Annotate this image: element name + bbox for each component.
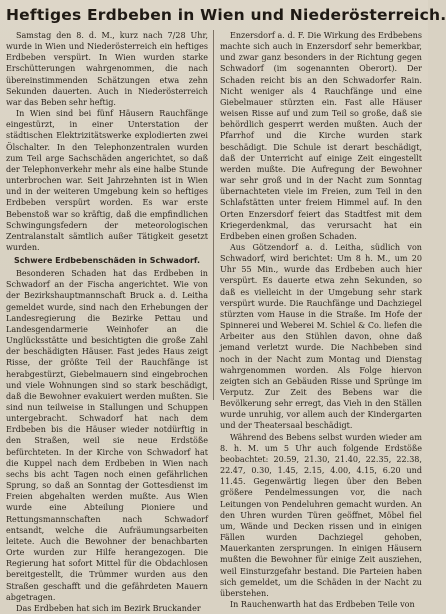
left-paragraph-2: In Wien sind bei fünf Häusern Rauchfänge eingestürzt, in einer Unterstation der städtischen Elektrizitätswerke explodierten zwei Ölschalter. In den Telephonzentralen wurden zum Teil arge Sachschäden angerichtet, so daß der Telephonverkehr mehr als eine halbe Stunde unterbrochen war. Seit Jahrzehnten ist in Wien und in der weiteren Umgebung kein so heftiges Erdbeben verspürt worden. Es war erste Bebenstoß war so kräftig, daß die empfindlichen Schwingungsfedern der meteorologischen Zentralanstalt sämtlich außer Tätigkeit gesetzt wurden. <box>6 109 208 252</box>
right-paragraph-3: Während des Bebens selbst wurden wieder am 8. h. M. um 5 Uhr auch folgende Erdstöße beobachtet: 20.59, 21.30, 21.40, 22.35, 22.38, 22.47, 0.30, 1.45, 2.15, 4.00, 4.15, 6.20 und 11.45. Gegenwärtig liegen über den Beben größere Pendelmessungen vor, die nach Leitungen von Pendeluhren gemacht wurden. An den Uhren wurden Türen geöffnet, Möbel fiel um, Wände und Decken rissen und in einigen Fällen wurden Dachziegel gehoben, Mauerkanten zersprungen. In einigen Häusern mußten die Bewohner für einige Zeit ausziehen, weil Einsturzgefahr bestand. Die Parteien haben sich gemeldet, um die Schäden in der Nacht zu überstehen. <box>220 432 422 598</box>
right-paragraph-2: Aus Götzendorf a. d. Leitha, südlich von Schwadorf, wird berichtet: Um 8 h. M., um 20 Uhr 55 Min., wurde das Erdbeben auch hier verspürt. Es dauerte etwa zehn Sekunden, so daß es vielleicht in der Umgebung sehr stark verspürt wurde. Die Rauchfänge und Dachziegel stürzten vom Hause in die Straße. Im Hofe der Spinnerei und Weberei M. Schiel & Co. liefen die Arbeiter aus den Stühlen davon, ohne daß jemand verletzt wurde. Die Nachbeben sind noch in der Nacht zum Montag und Dienstag wahrgenommen worden. Als Folge hiervon zeigten sich an Gebäuden Risse und Sprünge im Verputz. Zur Zeit des Bebens war die Bevölkerung sehr erregt, das Vieh in den Ställen wurde unruhig, vor allem auch der Kindergarten und der Theatersaal beschädigt. <box>220 242 422 431</box>
right-column <box>220 30 422 609</box>
left-paragraph-4: Das Erdbeben hat sich im Bezirk Bruckander <box>16 603 201 613</box>
section-subhead: Schwere Erdbebenschäden in Schwadorf. <box>14 256 200 266</box>
right-paragraph-4: In Rauchenwarth hat das Erdbeben Teile von <box>230 599 415 609</box>
left-column <box>6 30 208 613</box>
left-paragraph-3: Besonderen Schaden hat das Erdbeben in Schwadorf an der Fischa angerichtet. Wie von der Bezirkshauptmannschaft Bruck a. d. Leitha gemeldet wurde, sind nach den Erhebungen der Landesregierung die Bezirke Pettau und Landesgendarmerie Weinhofer an die Unglücksstätte und besichtigten die große Zahl der beschädigten Häuser. Fast jedes Haus zeigt Risse, der größte Teil der Rauchfänge ist herabgestürzt, Giebelmauern sind eingebrochen und viele Wohnungen sind so stark beschädigt, daß die Bewohner evakuiert werden mußten. Sie sind nun teilweise in Stallungen und Schuppen untergebracht. Schwadorf hat nach dem Erdbeben bis die Häuser wieder notdürftig in den Straßen, weil sie neue Erdstöße befürchteten. In der Kirche von Schwadorf hat die Kuppel nach dem Erdbeben in Wien nach sechs bis acht Tagen noch einen gefährlichen Sprung, so daß an Sonntag der Gottesdienst im Freien abgehalten werden mußte. Aus Wien wurde eine Abteilung Pioniere und Rettungsmannschaften nach Schwadorf entsandt, welche die Aufräumungsarbeiten leitete. Auch die Bewohner der benachbarten Orte wurden zur Hilfe herangezogen. Die Regierung hat sofort Mittel für die Obdachlosen bereitgestellt, die Trümmer wurden aus den Straßen geschafft und die gefährdeten Mauern abgetragen. <box>6 269 208 602</box>
right-paragraph-1: Enzersdorf a. d. F. Die Wirkung des Erdbebens machte sich auch in Enzersdorf sehr bemerkbar, und zwar ganz besonders in der Richtung gegen Schwadorf (im sogenannten Oberort). Der Schaden reicht bis an den Schwadorfer Rain. Nicht weniger als 4 Rauchfänge und eine Giebelmauer stürzten ein. Fast alle Häuser weisen Risse auf und zum Teil so große, daß sie behördlich gesperrt werden mußten. Auch der Pfarrhof und die Kirche wurden stark beschädigt. Die Schule ist derart beschädigt, daß der Unterricht auf einige Zeit eingestellt werden mußte. Die Aufregung der Bewohner war sehr groß und in der Nacht zum Sonntag übernachteten viele im Freien, zum Teil in den Schlafstätten unter freiem Himmel auf. In den Orten Enzersdorf feiert das Stadtfest mit dem Kriegerdenkmal, das verursacht hat ein Erdbeben einen großen Schaden. <box>220 31 422 241</box>
headline: Heftiges Erdbeben in Wien und Niederösterreich. <box>6 6 446 24</box>
left-paragraph-1: Samstag den 8. d. M., kurz nach 7/28 Uhr, wurde in Wien und Niederösterreich ein heftiges Erdbeben verspürt. In Wien wurden starke Erschütterungen wahrgenommen, die nach übereinstimmenden Schätzungen etwa zehn Sekunden dauerten. Auch in Niederösterreich war das Beben sehr heftig. <box>6 31 208 107</box>
article-columns <box>6 30 422 613</box>
